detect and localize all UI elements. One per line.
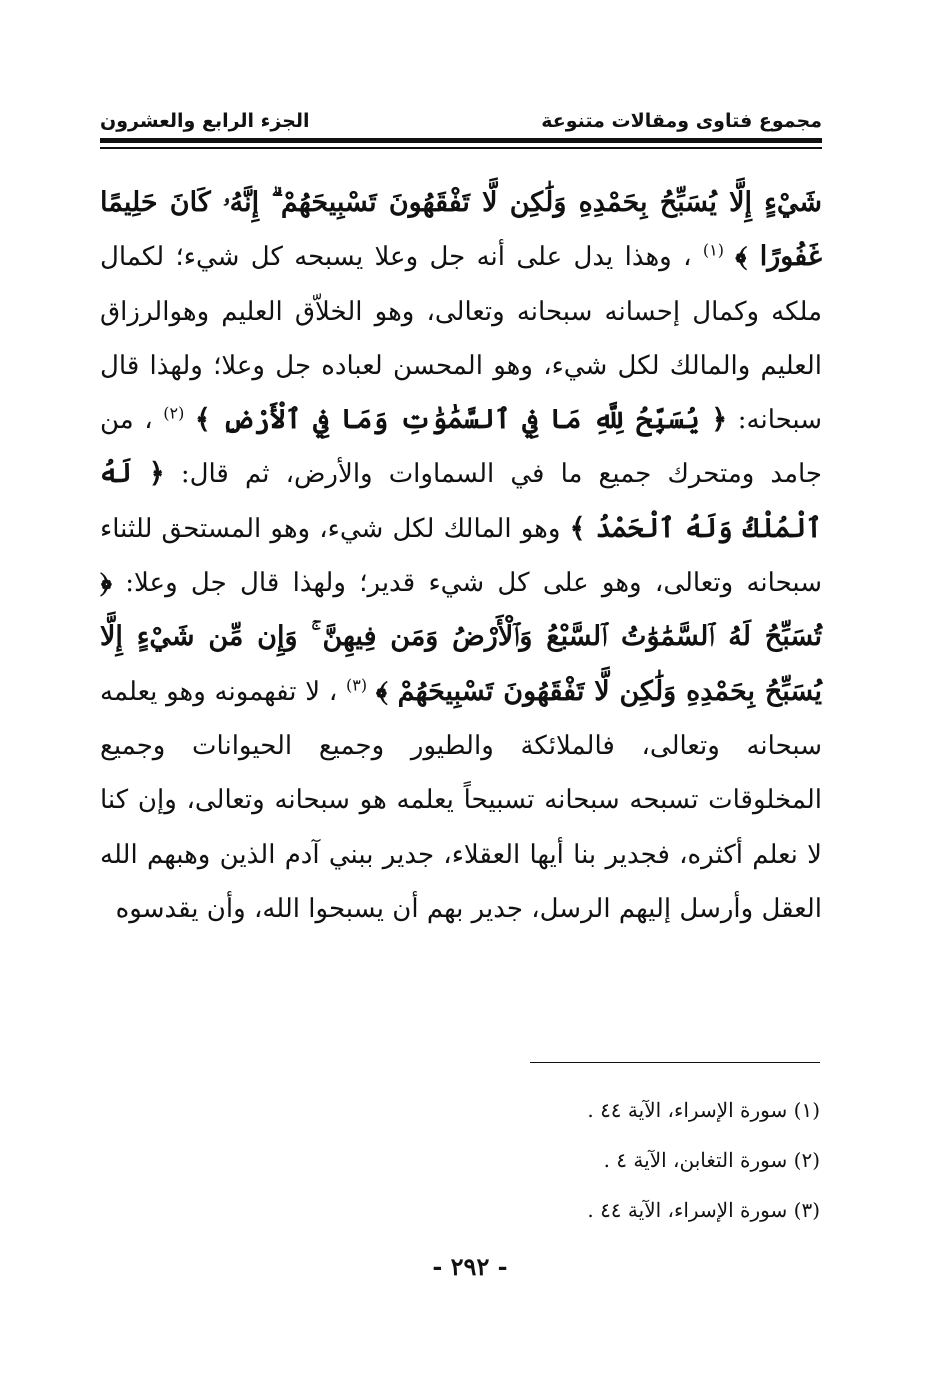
quran-verse: ﴿ يُسَبِّحُ لِلَّهِ مَا فِي ٱلسَّمَٰوَٰتِ وَمَا فِي ٱلْأَرْضِ ﴾ bbox=[194, 404, 728, 436]
quran-verse: ﴿ لَهُ ٱلْمُلْكُ وَلَهُ ٱلْحَمْدُ ﴾ bbox=[100, 458, 823, 544]
footnote-separator bbox=[530, 1062, 820, 1063]
header-rule-thin bbox=[100, 147, 822, 149]
page-number: - ٢٩٢ - bbox=[432, 1252, 508, 1281]
quran-verse: ﴿ تُسَبِّحُ لَهُ ٱلسَّمَٰوَٰتُ ٱلسَّبْعُ وَٱلْأَرْضُ وَمَن فِيهِنَّ ۚ وَإِن مِّن شَيْءٍ إِلَّا يُسَبِّحُ بِحَمْدِهِ وَلَٰكِن لَّا تَفْقَهُونَ تَسْبِيحَهُمْ ﴾ bbox=[100, 567, 823, 707]
footnote-ref: (٣) bbox=[346, 675, 368, 695]
book-title: مجموع فتاوى ومقالات متنوعة bbox=[541, 110, 822, 132]
footnote-ref: (٢) bbox=[163, 403, 185, 423]
footnote-ref: (١) bbox=[702, 240, 724, 260]
footnote: (٢) سورة التغابن، الآية ٤ . bbox=[603, 1148, 820, 1172]
footnotes bbox=[420, 1090, 820, 1240]
running-header bbox=[100, 98, 822, 132]
header-rule-thick bbox=[100, 138, 822, 143]
footnote: (٣) سورة الإسراء، الآية ٤٤ . bbox=[587, 1198, 820, 1222]
footnote: (١) سورة الإسراء، الآية ٤٤ . bbox=[587, 1098, 820, 1122]
main-text bbox=[100, 176, 822, 936]
body-paragraph: ، لا تفهمونه وهو يعلمه سبحانه وتعالى، فالملائكة والطيور وجميع الحيوانات وجميع المخلوقات تسبحه سبحانه تسبيحاً يعلمه هو سبحانه وتعالى، وإن كنا لا نعلم أكثره، فجدير بنا أيها العقلاء، جدير ببني آدم الذين وهبهم الله العقل وأرسل إليهم الرسل، جدير بهم أن يسبحوا الله، وأن يقدسوه bbox=[100, 676, 822, 924]
body-paragraph: ، وهذا يدل على أنه جل وعلا يسبحه كل شيء؛ لكمال ملكه وكمال إحسانه سبحانه وتعالى، وهو الخلاّق العليم وهوالرزاق العليم والمالك لكل شيء، وهو المحسن لعباده جل وعلا؛ ولهذا قال سبحانه: bbox=[100, 242, 823, 436]
body-paragraph: وهو المالك لكل شيء، وهو المستحق للثناء سبحانه وتعالى، وهو على كل شيء قدير؛ ولهذا قال جل وعلا: bbox=[100, 513, 822, 599]
body-paragraph: ، من جامد ومتحرك جميع ما في السماوات والأرض، ثم قال: bbox=[100, 405, 823, 490]
volume-label: الجزء الرابع والعشرون bbox=[100, 110, 310, 132]
quran-verse: شَيْءٍ إِلَّا يُسَبِّحُ بِحَمْدِهِ وَلَٰكِن لَّا تَفْقَهُونَ تَسْبِيحَهُمْ ۗ إِنَّهُۥ كَانَ حَلِيمًا غَفُورًا ﴾ bbox=[100, 187, 823, 273]
